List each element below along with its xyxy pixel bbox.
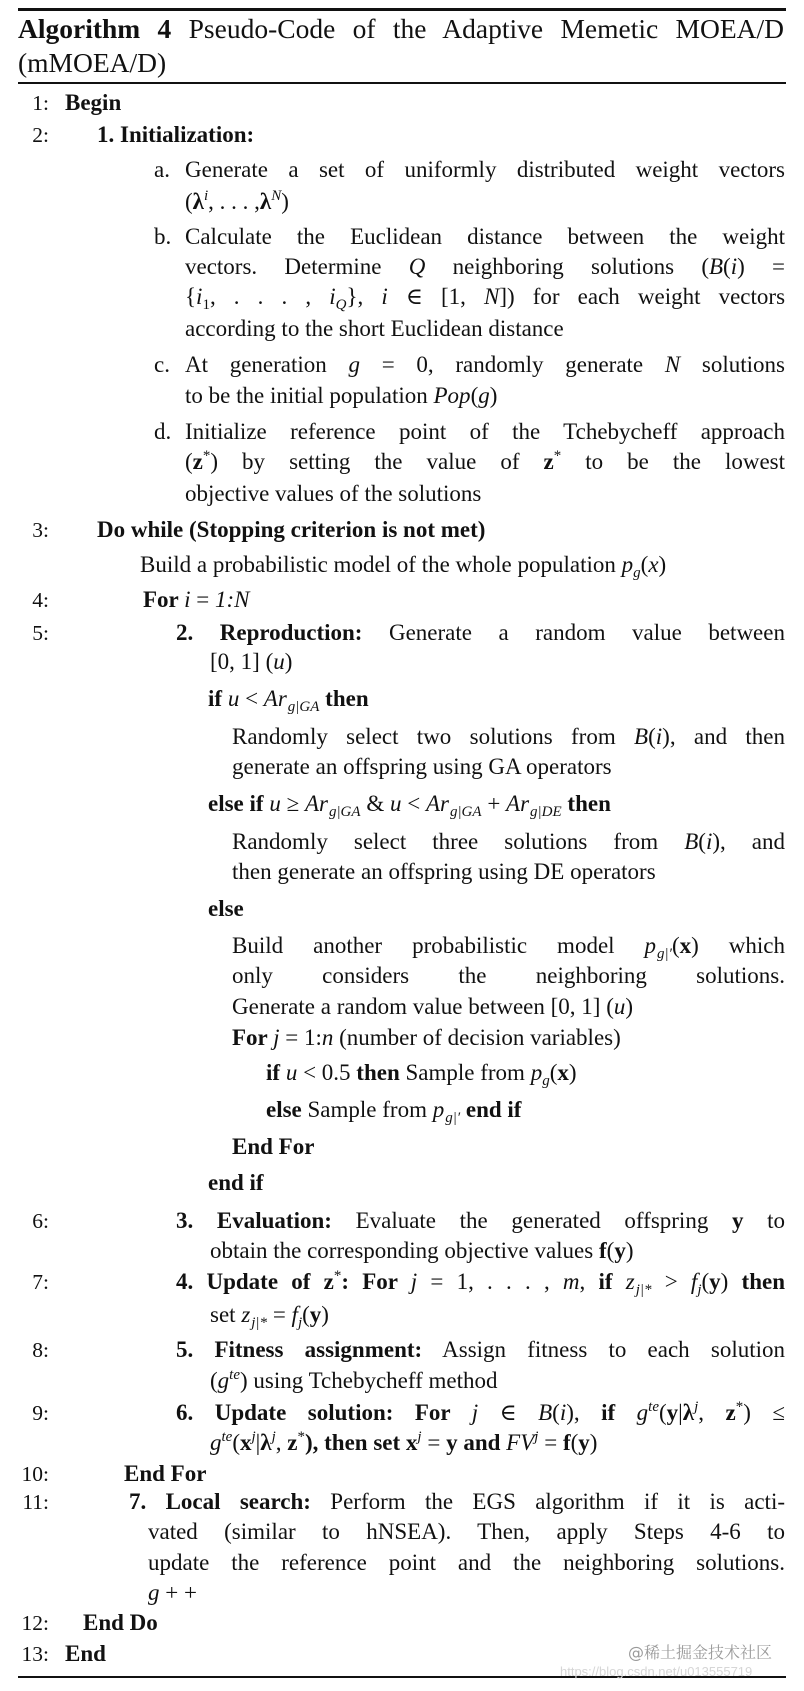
math-subsup: j|*: [251, 1315, 268, 1331]
line-text: objective values of the solutions: [185, 481, 482, 506]
step-label: a.: [154, 157, 170, 182]
line-text: Build another probabilistic model: [232, 933, 645, 958]
math-or-emphasis-text: Ar: [425, 791, 449, 816]
line-text: ): [568, 1060, 577, 1085]
algorithm-caption: Pseudo-Code of the Adaptive Memetic MOEA/D: [171, 13, 784, 44]
line-text: Assign fitness to each solution: [422, 1337, 785, 1362]
math-or-emphasis-text: N: [664, 352, 681, 377]
line-text: Randomly select three solutions from: [232, 829, 685, 854]
line-text: (: [606, 1238, 615, 1263]
algorithm-line: [176, 619, 785, 647]
line-text: {: [185, 284, 197, 309]
math-or-emphasis-text: else: [208, 896, 244, 921]
line-text: ): [658, 552, 667, 577]
algorithm-line: [185, 480, 481, 508]
algorithm-line: [266, 1096, 521, 1124]
line-text: ,: [698, 1400, 726, 1425]
math-or-emphasis-text: *: [202, 448, 211, 464]
step-label: b.: [154, 224, 172, 249]
math-or-emphasis-text: j: [297, 1315, 303, 1331]
line-text: Build a probabilistic model of the whole population: [140, 552, 622, 577]
line-text: Evaluate the generated offspring: [331, 1208, 732, 1233]
math-or-emphasis-text: then: [319, 686, 369, 711]
top-rule: [18, 8, 786, 11]
algorithm-line: [148, 1579, 197, 1607]
algorithm-line: [185, 156, 785, 184]
line-text: set: [210, 1302, 242, 1327]
line-text: ): [625, 994, 634, 1019]
line-text: (: [549, 1060, 558, 1085]
algorithm-line: [208, 895, 244, 923]
line-number: 4:: [32, 588, 49, 612]
algorithm-line: [97, 516, 485, 544]
line-text: ) using Tchebycheff method: [240, 1368, 498, 1393]
math-or-emphasis-text: f: [690, 1269, 698, 1294]
math-or-emphasis-text: z: [241, 1302, 251, 1327]
math-or-emphasis-text: y: [614, 1238, 626, 1263]
line-text: neighboring solutions (: [425, 254, 709, 279]
algorithm-line: [140, 551, 666, 579]
algorithm-line: [232, 753, 612, 781]
math-or-emphasis-text: End: [65, 1641, 106, 1666]
line-number: 1:: [32, 91, 49, 115]
math-or-emphasis-text: u: [285, 1060, 298, 1085]
line-text: (: [648, 724, 656, 749]
algorithm-line: [232, 1024, 621, 1052]
math-or-emphasis-text: Do while (Stopping criterion is not met): [97, 517, 486, 542]
line-text: + +: [159, 1580, 197, 1605]
math-or-emphasis-text: i: [329, 284, 336, 309]
math-or-emphasis-text: FV: [506, 1430, 535, 1455]
math-or-emphasis-text: j: [697, 1282, 702, 1298]
math-or-emphasis-text: λ: [259, 189, 272, 214]
line-text: ): [321, 1302, 329, 1327]
line-number: 2:: [32, 123, 49, 147]
math-subsup: g|′: [657, 946, 672, 962]
algorithm-line: [185, 351, 785, 379]
math-or-emphasis-text: n: [321, 1025, 334, 1050]
line-text: =: [538, 1430, 563, 1455]
line-text: (: [552, 1400, 560, 1425]
algorithm-line: [148, 1549, 785, 1577]
line-text: =: [421, 1430, 447, 1455]
algorithm-line: [208, 790, 611, 818]
math-or-emphasis-text: i: [184, 587, 191, 612]
math-or-emphasis-text: 2. Reproduction:: [176, 620, 363, 645]
math-subsup: g|GA: [449, 804, 482, 820]
math-or-emphasis-text: Q: [408, 254, 426, 279]
line-text: = 1, . . . ,: [417, 1269, 563, 1294]
math-or-emphasis-text: B: [684, 829, 699, 854]
math-subsup: j|*: [635, 1282, 652, 1298]
algorithm-line: [65, 1640, 106, 1668]
algorithm-line: [208, 1169, 264, 1197]
math-or-emphasis-text: g: [148, 1580, 160, 1605]
math-or-emphasis-text: g: [210, 1430, 222, 1455]
math-or-emphasis-text: x: [648, 552, 659, 577]
math-or-emphasis-text: if: [598, 1269, 626, 1294]
math-or-emphasis-text: z: [543, 449, 554, 474]
line-number: 12:: [21, 1611, 49, 1635]
math-or-emphasis-text: λ: [192, 189, 204, 214]
algorithm-line: [97, 121, 254, 149]
algorithm-number: Algorithm 4: [18, 13, 172, 44]
line-text: ), and: [712, 829, 785, 854]
math-or-emphasis-text: N: [483, 284, 500, 309]
math-or-emphasis-text: i: [559, 1400, 567, 1425]
line-text: to be the lowest: [561, 449, 785, 474]
step-label: d.: [154, 419, 172, 444]
line-text: ∈ [1,: [387, 284, 484, 309]
line-text: solutions: [680, 352, 785, 377]
math-or-emphasis-text: *: [553, 448, 562, 464]
algorithm-line: [232, 932, 785, 960]
line-text: (: [302, 1302, 310, 1327]
math-or-emphasis-text: For: [143, 587, 185, 612]
math-or-emphasis-text: j: [273, 1025, 280, 1050]
line-text: },: [346, 284, 382, 309]
line-text: Calculate the Euclidean distance between the weight: [185, 224, 785, 249]
math-or-emphasis-text: 4. Update of: [176, 1269, 324, 1294]
math-or-emphasis-text: y: [731, 1208, 744, 1233]
line-number: 5:: [32, 621, 49, 645]
math-or-emphasis-text: For: [232, 1025, 274, 1050]
line-number: 7:: [32, 1270, 49, 1294]
math-or-emphasis-text: g: [542, 1073, 550, 1089]
math-or-emphasis-text: te: [648, 1399, 659, 1415]
math-or-emphasis-text: y: [666, 1400, 679, 1425]
line-text: <: [401, 791, 426, 816]
math-or-emphasis-text: y: [709, 1269, 721, 1294]
line-text: At generation: [185, 352, 349, 377]
line-text: Sample from: [301, 1097, 433, 1122]
math-or-emphasis-text: m: [562, 1269, 580, 1294]
math-or-emphasis-text: j: [410, 1269, 418, 1294]
line-text: < 0.5: [297, 1060, 357, 1085]
math-or-emphasis-text: g: [478, 383, 490, 408]
math-or-emphasis-text: x: [679, 933, 692, 958]
line-text: vectors. Determine: [185, 254, 409, 279]
algorithm-title-line2: (mMOEA/D): [18, 47, 167, 78]
algorithm-line: [129, 1488, 785, 1516]
math-or-emphasis-text: 3. Evaluation:: [176, 1208, 332, 1233]
line-text: ): [281, 189, 289, 214]
algorithm-line: [210, 1429, 597, 1457]
line-text: (number of decision variables): [333, 1025, 621, 1050]
math-or-emphasis-text: End For: [124, 1461, 207, 1486]
math-or-emphasis-text: if: [208, 686, 228, 711]
math-or-emphasis-text: 5. Fitness assignment:: [176, 1337, 423, 1362]
math-subsup: g|′: [445, 1110, 461, 1126]
algorithm-line: [210, 648, 292, 676]
math-or-emphasis-text: Ar: [506, 791, 530, 816]
algorithm-line: [185, 382, 497, 410]
algorithm-line: [210, 1237, 633, 1265]
math-or-emphasis-text: if: [266, 1060, 286, 1085]
math-or-emphasis-text: Ar: [263, 686, 287, 711]
math-or-emphasis-text: *: [735, 1399, 744, 1415]
line-number: 6:: [32, 1209, 49, 1233]
algorithm-line: [185, 418, 785, 446]
line-text: >: [651, 1269, 691, 1294]
line-text: ), and then: [662, 724, 785, 749]
line-text: ) which: [691, 933, 785, 958]
math-subsup: g|GA: [287, 699, 320, 715]
math-or-emphasis-text: 1. Initialization:: [97, 122, 255, 147]
math-or-emphasis-text: z: [625, 1269, 635, 1294]
line-text: ≥: [280, 791, 305, 816]
algorithm-line: [148, 1518, 785, 1546]
math-or-emphasis-text: y: [446, 1430, 458, 1455]
math-or-emphasis-text: *: [333, 1268, 342, 1284]
line-text: Randomly select two solutions from: [232, 724, 635, 749]
algorithm-line: [176, 1336, 785, 1364]
line-text: +: [481, 791, 507, 816]
line-text: ]) for each weight vectors: [499, 284, 786, 309]
line-number: 10:: [21, 1462, 49, 1486]
math-or-emphasis-text: i: [730, 254, 738, 279]
algorithm-line: [232, 993, 633, 1021]
math-or-emphasis-text: end if: [460, 1097, 522, 1122]
line-text: , . . . ,: [209, 284, 330, 309]
algorithm-line: [210, 1301, 329, 1329]
line-text: Perform the EGS algorithm if it is acti-: [310, 1489, 785, 1514]
line-text: |: [255, 1430, 261, 1455]
line-number: 3:: [32, 518, 49, 542]
math-or-emphasis-text: 1:N: [214, 587, 250, 612]
math-or-emphasis-text: j: [271, 1429, 276, 1445]
math-or-emphasis-text: i: [705, 829, 713, 854]
math-or-emphasis-text: p: [530, 1060, 543, 1085]
math-or-emphasis-text: else if: [208, 791, 270, 816]
line-text: (: [470, 383, 479, 408]
line-text: generate an offspring using GA operators: [232, 754, 612, 779]
math-or-emphasis-text: x: [240, 1430, 252, 1455]
math-or-emphasis-text: B: [538, 1400, 553, 1425]
math-or-emphasis-text: y: [309, 1302, 322, 1327]
math-or-emphasis-text: z: [287, 1430, 298, 1455]
math-or-emphasis-text: g: [633, 565, 641, 581]
algorithm-line: [232, 723, 785, 751]
algorithm-line: [232, 1133, 314, 1161]
math-or-emphasis-text: y: [578, 1430, 590, 1455]
math-or-emphasis-text: j: [417, 1429, 422, 1445]
math-or-emphasis-text: f: [562, 1430, 571, 1455]
line-text: update the reference point and the neighboring solutions.: [148, 1550, 785, 1575]
line-text: |: [678, 1400, 683, 1425]
math-or-emphasis-text: p: [644, 933, 657, 958]
math-or-emphasis-text: N: [271, 188, 282, 204]
algorithm-line: [208, 685, 369, 713]
line-text: ) by setting the value of: [210, 449, 544, 474]
line-text: =: [190, 587, 215, 612]
line-text: (: [210, 1368, 218, 1393]
line-text: according to the short Euclidean distance: [185, 316, 564, 341]
algorithm-title: [18, 13, 784, 45]
math-subsup: g|DE: [530, 804, 562, 820]
algorithm-line: [232, 858, 656, 886]
line-text: , . . . ,: [208, 189, 260, 214]
math-or-emphasis-text: f: [291, 1302, 298, 1327]
math-or-emphasis-text: u: [389, 791, 402, 816]
algorithm-line: [176, 1399, 785, 1427]
line-text: then generate an offspring using DE operators: [232, 859, 656, 884]
watermark-url: https://blog.csdn.net/u013555719: [560, 1664, 753, 1679]
math-or-emphasis-text: j: [534, 1429, 539, 1445]
line-text: = 0, randomly generate: [360, 352, 665, 377]
line-text: Generate a random value between: [362, 620, 785, 645]
line-text: only considers the neighboring solutions.: [232, 963, 785, 988]
math-or-emphasis-text: g: [636, 1400, 649, 1425]
line-text: Generate a random value between [0, 1] (: [232, 994, 614, 1019]
line-text: ): [284, 649, 293, 674]
math-or-emphasis-text: i: [203, 188, 209, 204]
line-text: (: [185, 449, 193, 474]
math-or-emphasis-text: else: [266, 1097, 302, 1122]
line-text: obtain the corresponding objective values: [210, 1238, 599, 1263]
math-or-emphasis-text: z: [323, 1269, 334, 1294]
algorithm-line: [124, 1460, 206, 1488]
step-label: c.: [154, 352, 170, 377]
math-subsup: g|GA: [328, 804, 361, 820]
line-number: 13:: [21, 1642, 49, 1666]
algorithm-line: [185, 223, 785, 251]
math-or-emphasis-text: j: [251, 1429, 256, 1445]
math-or-emphasis-text: B: [634, 724, 649, 749]
line-text: ): [489, 383, 498, 408]
line-text: (: [570, 1430, 579, 1455]
line-text: (: [232, 1430, 240, 1455]
math-or-emphasis-text: End For: [232, 1134, 315, 1159]
algorithm-line: [185, 448, 785, 476]
math-or-emphasis-text: Ar: [304, 791, 328, 816]
algorithm-line: [185, 283, 785, 311]
math-or-emphasis-text: Q: [335, 297, 347, 313]
algorithm-line: [65, 89, 121, 117]
math-or-emphasis-text: x: [557, 1060, 569, 1085]
algorithm-line: [176, 1268, 785, 1296]
math-or-emphasis-text: u: [613, 994, 626, 1019]
line-text: (: [701, 1269, 710, 1294]
line-text: (: [671, 933, 680, 958]
line-text: (: [185, 189, 193, 214]
math-or-emphasis-text: if: [601, 1400, 637, 1425]
math-or-emphasis-text: then: [741, 1269, 785, 1294]
math-or-emphasis-text: u: [227, 686, 240, 711]
math-or-emphasis-text: i: [381, 284, 388, 309]
algorithm-line: [83, 1609, 158, 1637]
header-rule: [18, 82, 786, 84]
algorithm-line: [232, 962, 785, 990]
math-or-emphasis-text: g: [348, 352, 360, 377]
math-or-emphasis-text: j: [471, 1400, 479, 1425]
math-or-emphasis-text: end if: [208, 1170, 264, 1195]
math-or-emphasis-text: ), then set: [304, 1430, 406, 1455]
line-text: (: [698, 829, 706, 854]
math-or-emphasis-text: then: [561, 791, 611, 816]
algorithm-line: [266, 1059, 577, 1087]
math-or-emphasis-text: 1: [202, 297, 210, 313]
line-text: (: [723, 254, 731, 279]
math-or-emphasis-text: te: [229, 1367, 240, 1383]
math-or-emphasis-text: u: [269, 791, 281, 816]
math-or-emphasis-text: te: [221, 1429, 233, 1445]
math-or-emphasis-text: For: [349, 1269, 411, 1294]
math-or-emphasis-text: z: [192, 449, 203, 474]
math-or-emphasis-text: 7. Local search:: [129, 1489, 311, 1514]
algorithm-line: [143, 586, 249, 614]
math-or-emphasis-text: p: [621, 552, 634, 577]
line-text: ,: [275, 1430, 288, 1455]
line-text: (: [658, 1400, 667, 1425]
line-text: ): [625, 1238, 634, 1263]
math-or-emphasis-text: λ: [260, 1430, 272, 1455]
math-or-emphasis-text: f: [598, 1238, 607, 1263]
line-text: Sample from: [399, 1060, 531, 1085]
algorithm-line: [185, 315, 564, 343]
algorithm-line: [185, 253, 785, 281]
line-number: 11:: [22, 1490, 49, 1514]
line-text: = 1:: [279, 1025, 322, 1050]
algorithm-line: [232, 828, 785, 856]
math-or-emphasis-text: B: [708, 254, 724, 279]
math-or-emphasis-text: p: [432, 1097, 445, 1122]
math-or-emphasis-text: and: [457, 1430, 507, 1455]
math-or-emphasis-text: i: [196, 284, 203, 309]
line-text: ,: [579, 1269, 599, 1294]
line-number: 8:: [32, 1338, 49, 1362]
line-text: ): [589, 1430, 598, 1455]
math-or-emphasis-text: i: [655, 724, 663, 749]
line-text: &: [360, 791, 390, 816]
line-text: ∈: [478, 1400, 539, 1425]
line-text: <: [239, 686, 264, 711]
math-or-emphasis-text: Pop: [433, 383, 471, 408]
watermark-brand: @稀土掘金技术社区: [628, 1643, 773, 1662]
line-text: [0, 1] (: [210, 649, 274, 674]
math-or-emphasis-text: j: [694, 1399, 699, 1415]
line-text: vated (similar to hNSEA). Then, apply Steps 4-6 to: [148, 1519, 785, 1544]
math-or-emphasis-text: Begin: [65, 90, 122, 115]
line-text: ) =: [737, 254, 785, 279]
math-or-emphasis-text: then: [356, 1060, 400, 1085]
math-or-emphasis-text: g: [217, 1368, 230, 1393]
line-text: ) ≤: [743, 1400, 785, 1425]
algorithm-line: [210, 1367, 498, 1395]
line-number: 9:: [32, 1401, 49, 1425]
math-or-emphasis-text: 6. Update solution: For: [176, 1400, 472, 1425]
line-text: to: [743, 1208, 785, 1233]
line-text: to be the initial population: [185, 383, 434, 408]
line-text: ),: [566, 1400, 602, 1425]
line-text: Initialize reference point of the Tchebycheff approach: [185, 419, 785, 444]
algorithm-line: [185, 188, 289, 216]
line-text: =: [267, 1302, 292, 1327]
math-or-emphasis-text: :: [341, 1269, 350, 1294]
algorithm-line: [176, 1207, 785, 1235]
line-text: ): [720, 1269, 742, 1294]
math-or-emphasis-text: λ: [682, 1400, 695, 1425]
math-or-emphasis-text: x: [405, 1430, 418, 1455]
math-or-emphasis-text: End Do: [83, 1610, 158, 1635]
line-text: Generate a set of uniformly distributed weight vectors: [185, 157, 785, 182]
line-text: (: [640, 552, 649, 577]
math-or-emphasis-text: u: [273, 649, 285, 674]
math-or-emphasis-text: *: [297, 1429, 305, 1445]
math-or-emphasis-text: z: [725, 1400, 736, 1425]
